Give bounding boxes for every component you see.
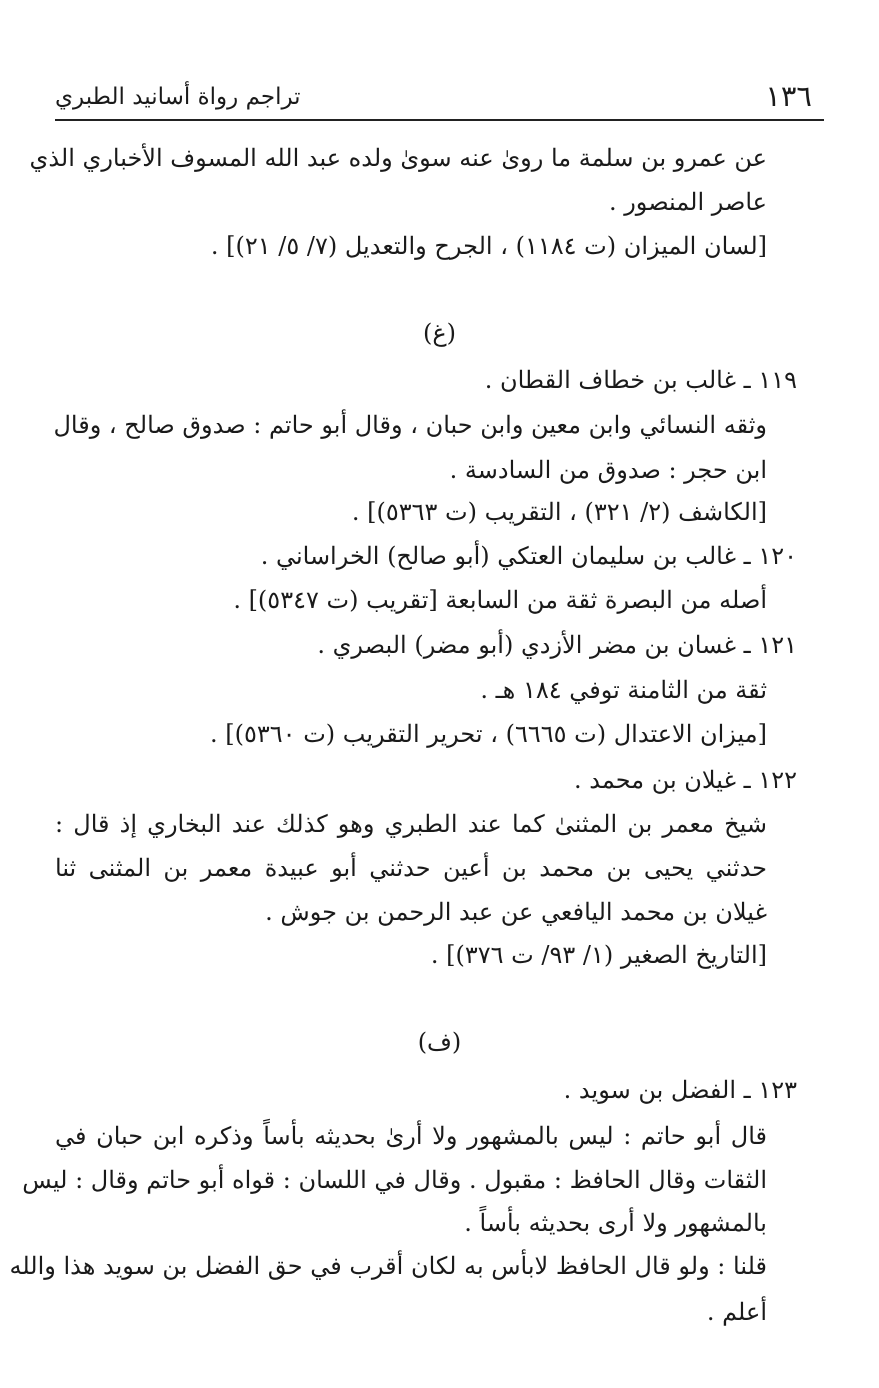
text-line: عن عمرو بن سلمة ما روىٰ عنه سوىٰ ولده عبد الله المسوف الأخباري الذي	[29, 144, 767, 172]
entry-heading: ١٢٠ ـ غالب بن سليمان العتكي (أبو صالح) الخراساني .	[260, 542, 797, 570]
text-line: أصله من البصرة ثقة من السابعة [تقريب (ت ٥٣٤٧)] .	[233, 586, 767, 614]
header-rule	[55, 119, 824, 121]
entry-heading: ١١٩ ـ غالب بن خطاف القطان .	[484, 366, 797, 394]
section-heading-ghain: (غ)	[422, 319, 457, 347]
text-line: حدثني يحيى بن محمد بن أعين حدثني أبو عبيدة معمر بن المثنى ثنا	[55, 854, 767, 882]
text-line: أعلم .	[706, 1298, 767, 1326]
entry-heading: ١٢٣ ـ الفضل بن سويد .	[563, 1076, 797, 1104]
text-line: قلنا : ولو قال الحافظ لابأس به لكان أقرب في حق الفضل بن سويد هذا والله	[9, 1252, 767, 1280]
citation-line: [ميزان الاعتدال (ت ٦٦٦٥) ، تحرير التقريب (ت ٥٣٦٠)] .	[210, 720, 767, 748]
page-header	[55, 78, 824, 118]
text-line: الثقات وقال الحافظ : مقبول . وقال في اللسان : قواه أبو حاتم وقال : ليس	[22, 1166, 767, 1194]
running-title: تراجم رواة أسانيد الطبري	[55, 84, 301, 110]
entry-heading: ١٢١ ـ غسان بن مضر الأزدي (أبو مضر) البصري .	[317, 631, 797, 659]
text-line: غيلان بن محمد اليافعي عن عبد الرحمن بن جوش .	[265, 898, 767, 926]
citation-line: [لسان الميزان (ت ١١٨٤) ، الجرح والتعديل (٧/ ٥/ ٢١)] .	[210, 232, 767, 260]
text-line: شيخ معمر بن المثنىٰ كما عند الطبري وهو كذلك عند البخاري إذ قال :	[55, 810, 767, 838]
text-line: عاصر المنصور .	[608, 188, 767, 216]
entry-heading: ١٢٢ ـ غيلان بن محمد .	[574, 766, 797, 794]
section-heading-fa: (ف)	[417, 1028, 462, 1056]
citation-line: [التاريخ الصغير (١/ ٩٣/ ت ٣٧٦)] .	[430, 941, 767, 969]
text-line: قال أبو حاتم : ليس بالمشهور ولا أرىٰ بحديثه بأساً وذكره ابن حبان في	[55, 1122, 767, 1150]
page-number: ١٣٦	[765, 79, 812, 113]
text-line: بالمشهور ولا أرى بحديثه بأساً .	[464, 1209, 767, 1237]
citation-line: [الكاشف (٢/ ٣٢١) ، التقريب (ت ٥٣٦٣)] .	[351, 498, 767, 526]
text-line: ابن حجر : صدوق من السادسة .	[449, 456, 767, 484]
text-line: وثقه النسائي وابن معين وابن حبان ، وقال أبو حاتم : صدوق صالح ، وقال	[53, 411, 767, 439]
text-line: ثقة من الثامنة توفي ١٨٤ هـ .	[480, 676, 767, 704]
